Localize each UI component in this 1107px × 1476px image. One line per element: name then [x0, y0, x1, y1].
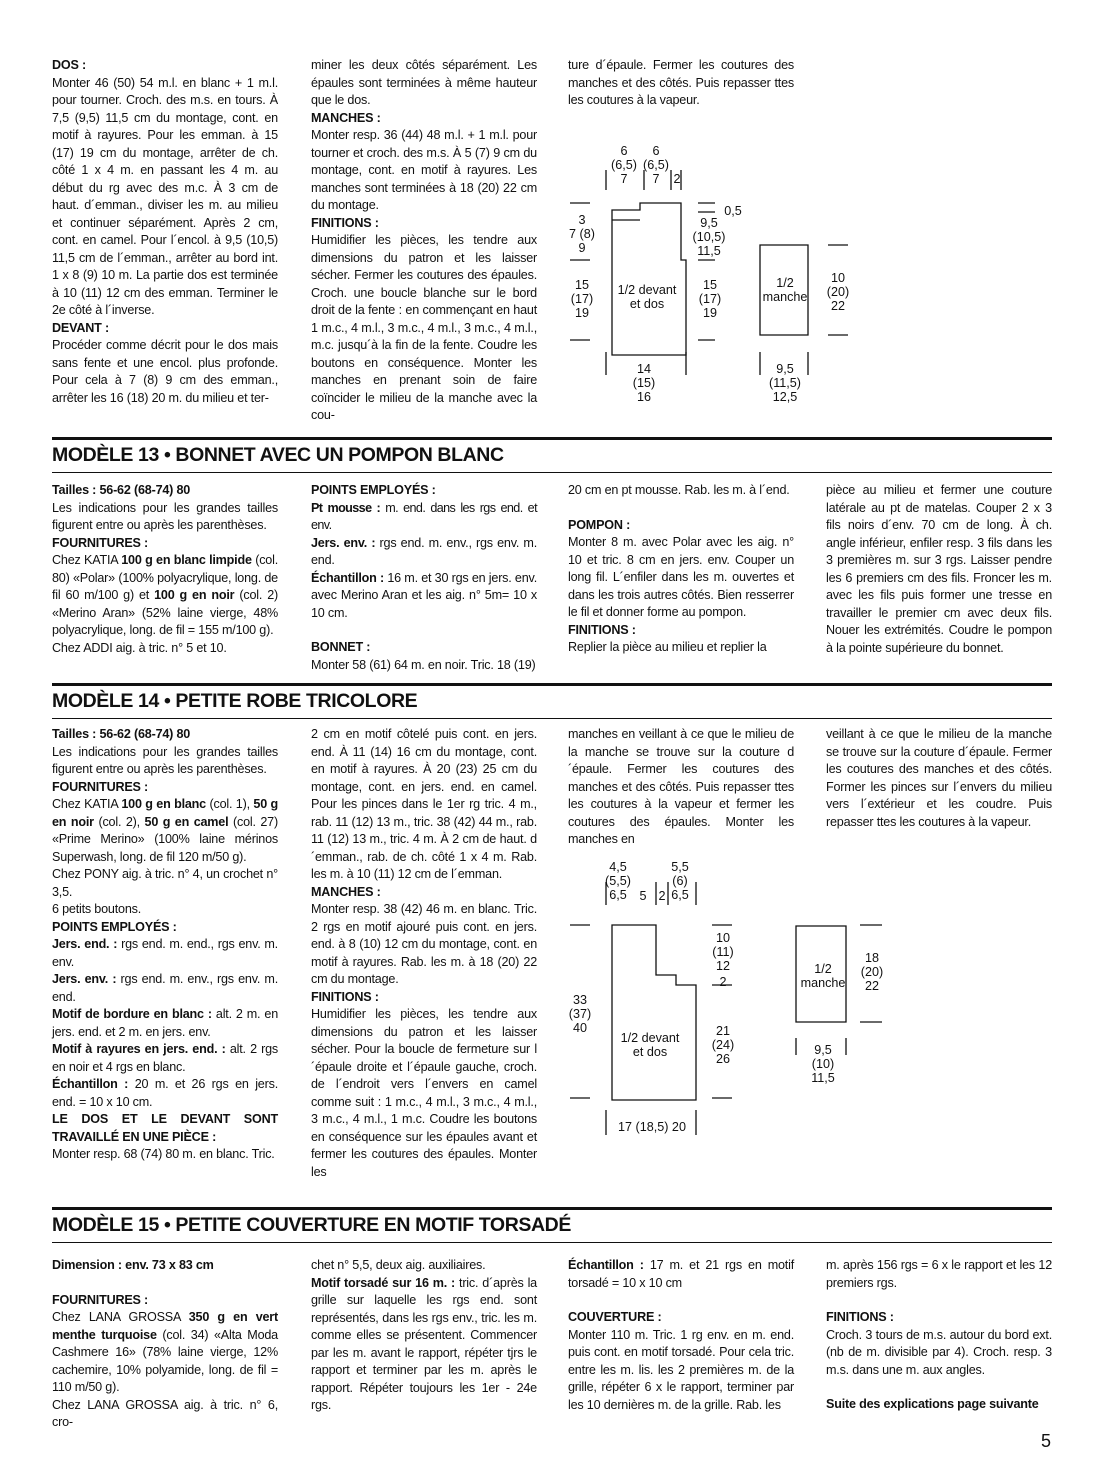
m14-column-4: [826, 726, 1052, 831]
dim-top-right: 6 (6,5) 7: [643, 144, 669, 186]
paragraph: veillant à ce que le milieu de la manche se trouve sur la couture d´épaule. Fermer les coutures des manches et des côtés. Former les pinces sur l´envers du milieu vers l´extérieur et les coudre. Puis repasser ttes les coutures à la vapeur.: [826, 727, 1052, 829]
section-heading: MANCHES :: [311, 110, 381, 125]
paragraph: m. après 156 rgs = 6 x le rapport et les 12 premiers rgs.: [826, 1258, 1052, 1290]
paragraph: Humidifier les pièces, les tendre aux dimensions du patron et les laisser sécher. Fermer les coutures des épaules. Croch. une boucle blanche sur le bord droit de la fente : en commençant en haut 1 m.c., 4 m.l., 3 m.c., 4 m.l., 3 m.c., 4 m.l., m.c. jusqu´à la fin de la fente. Coudre les boutons en conséquence. Monter les manches en prenant soin de faire coïncider le milieu de la manche avec la cou-: [311, 233, 537, 422]
section-underline: [52, 718, 1052, 719]
paragraph: Croch. 3 tours de m.s. autour du bord ext. (nb de m. divisible par 4). Croch. resp. 3 m.s. dans une m. aux angles.: [826, 1327, 1052, 1377]
continued-note: Suite des explications page suivante: [826, 1397, 1039, 1411]
section-heading: FINITIONS :: [311, 215, 379, 230]
dim-right-2: 2: [719, 975, 727, 989]
paragraph: ture d´épaule. Fermer les coutures des manches et des côtés. Puis repasser ttes les coutures à la vapeur.: [568, 58, 794, 107]
dim-right-0-5: 0,5: [724, 204, 742, 218]
dim-right-armhole: 9,5 (10,5) 11,5: [692, 216, 726, 258]
m13-column-3: [568, 482, 794, 657]
dim-top-small: 2: [673, 172, 681, 186]
section-heading: FINITIONS :: [568, 622, 636, 637]
paragraph: Les indications pour les grandes tailles figurent entre ou après les parenthèses.: [52, 744, 278, 776]
dim-left-body: 15 (17) 19: [570, 278, 594, 320]
paragraph: 20 cm en pt mousse. Rab. les m. à l´end.: [568, 483, 790, 497]
paragraph: Monter 58 (61) 64 m. en noir. Tric. 18 (19): [311, 657, 536, 672]
top-column-3: [568, 57, 794, 110]
section-heading: LE DOS ET LE DEVANT SONT TRAVAILLÉ EN UNE PIÈCE :: [52, 1112, 278, 1144]
section-heading: COUVERTURE :: [568, 1310, 662, 1324]
section-heading: DOS :: [52, 58, 86, 72]
section-heading: DEVANT :: [52, 320, 109, 335]
sizes-label: Tailles : 56-62 (68-74) 80: [52, 727, 191, 741]
m13-column-1: [52, 482, 278, 657]
dim-bottom: 14 (15) 16: [632, 362, 656, 404]
top-column-2: [311, 57, 537, 425]
dim-sleeve-width: 9,5 (10) 11,5: [811, 1043, 835, 1085]
body-label: 1/2 devant et dos: [620, 1031, 680, 1059]
dim-sleeve-height: 18 (20) 22: [860, 951, 884, 993]
paragraph: Échantillon : 16 m. et 30 rgs en jers. env. avec Merino Aran et les aig. n° 5m= 10 x 10 cm.: [311, 570, 537, 620]
paragraph: Échantillon : 20 m. et 26 rgs en jers. end. = 10 x 10 cm.: [52, 1077, 279, 1109]
section-heading: POINTS EMPLOYÉS :: [52, 919, 177, 934]
paragraph: Procéder comme décrit pour le dos mais sans fente et une encol. plus profonde. Pour cela à 7 (8) 9 cm des emman., arrêter les 16 (18) 20 m. du milieu et ter-: [52, 338, 278, 405]
paragraph: Échantillon : 17 m. et 21 rgs en motif torsadé = 10 x 10 cm: [568, 1258, 794, 1290]
sleeve-label: 1/2 manche: [762, 276, 808, 304]
paragraph: Humidifier les pièces, les tendre aux dimensions du patron et les laisser sécher. Pour la boucle de fermeture sur l´épaule droite et l´épaule gauche, croch. de l´endroit vers l´envers en camel comme suit : 1 m.c., 4 m.l., 3 m.c., 4 m.l., 3 m.c., 4 m.l., 1 m.c. Coudre les boutons en conséquence sur les épaules avant et fermer les coutures des épaules. Monter les: [311, 1007, 537, 1179]
section-heading: MANCHES :: [311, 884, 381, 899]
section-heading: POINTS EMPLOYÉS :: [311, 483, 436, 497]
dim-bottom: 17 (18,5) 20: [618, 1120, 686, 1134]
paragraph: Motif à rayures en jers. end. : alt. 2 rgs en noir et 4 rgs en blanc.: [52, 1042, 278, 1074]
section-heading: FOURNITURES :: [52, 1292, 149, 1307]
section-heading: FOURNITURES :: [52, 779, 149, 794]
paragraph: Chez LANA GROSSA 350 g en vert menthe turquoise (col. 34) «Alta Moda Cashmere 16» (78% laine vierge, 12% cachemire, 10% polyamide, long. de fil = 110 m/50 g).: [52, 1310, 278, 1394]
paragraph: Chez KATIA 100 g en blanc (col. 1), 50 g en noir (col. 2), 50 g en camel (col. 27) «Prime Merino» (100% laine mérinos Superwash, long. de fil 120 m/50 g).: [52, 797, 278, 864]
section-heading: POMPON :: [568, 517, 631, 532]
paragraph: manches en veillant à ce que le milieu de la manche se trouve sur la couture d´épaule. Fermer les coutures des manches et des côtés. Puis repasser ttes les coutures à la vapeur et fermer les coutures des épaules. Monter les manches en: [568, 727, 794, 846]
m14-column-3: [568, 726, 794, 849]
paragraph: pièce au milieu et fermer une couture latérale au pt de matelas. Couper 2 x 3 fils noirs d´env. 70 cm de long. À ch. angle inférieur, enfiler resp. 3 fils dans les 3 premières m. sur 3 rgs. Laisser pendre les 6 premiers cm des fils. Froncer les m. avec les fils puis former une tresse en travailler le premier cm avec deux fils. Nouer les extrémités. Coudre le pompon à la pointe supérieure du bonnet.: [826, 483, 1052, 655]
paragraph: Motif torsadé sur 16 m. : tric. d´après la grille sur laquelle les rgs end. sont représentés, dans les rgs env., tric. les m. comme elles se présentent. Commencer par les m. avant le rapport, répéter tjrs le rapport et terminer par les m. après le rapport. Répéter toujours les 1er - 24e rgs.: [311, 1275, 537, 1412]
dimension-label: Dimension : env. 73 x 83 cm: [52, 1258, 214, 1272]
m13-column-2: [311, 482, 537, 674]
m15-column-2: [311, 1257, 537, 1415]
m15-column-4: [826, 1257, 1052, 1414]
dim-right-armhole: 10 (11) 12: [712, 931, 734, 973]
sizes-label: Tailles : 56-62 (68-74) 80: [52, 483, 191, 497]
section-divider: [52, 683, 1052, 686]
section-heading: FINITIONS :: [826, 1310, 894, 1324]
section-title: MODÈLE 13 • BONNET AVEC UN POMPON BLANC: [52, 444, 504, 466]
sleeve-label: 1/2 manche: [800, 962, 846, 990]
paragraph: Monter 46 (50) 54 m.l. en blanc + 1 m.l. pour tourner. Croch. des m.s. en tours. À 7,5 (9,5) 11,5 cm du montage, cont. en motif à rayures. Pour les emman. à 15 (17) 19 cm du montage, arrêter de ch. côté 1 x 4 m. en passant les 4 m. au début du rg avec des m.c. À 3 cm de haut. d´emman., diviser les m. au milieu et continuer séparément. Après 2 cm, cont. en camel. Pour l´encol. à 9,5 (10,5) 11,5 cm de l´emman., arrêter au bord int. 1 x 8 (9) 10 m. La partie dos est terminée à 10 (11) 12 cm des emman. Terminer le 2e côté à l´inverse.: [52, 75, 278, 317]
section-underline: [52, 1242, 1052, 1243]
dim-sleeve-height: 10 (20) 22: [826, 271, 850, 313]
section-heading: FINITIONS :: [311, 989, 379, 1004]
paragraph: Replier la pièce au milieu et replier la: [568, 640, 767, 654]
paragraph: Monter resp. 68 (74) 80 m. en blanc. Tric.: [52, 1147, 275, 1161]
section-heading: FOURNITURES :: [52, 535, 149, 550]
m15-column-1: [52, 1257, 278, 1432]
paragraph: 2 cm en motif côtelé puis cont. en jers. end. À 11 (14) 16 cm du montage, cont. en motif à rayures. À 20 (23) 25 cm du montage, cont. en jers. end. en camel. Pour les pinces dans le 1er rg tric. 4 m., rab. 11 (12) 13 m., tric. 38 (42) 44 m., rab. 11 (12) 13 m., tric. 4 m. À 2 cm de haut. d´emman., rab. de ch. côté 1 x 4 m. Rab. les m. à 10 (11) 12 cm de l´emman.: [311, 727, 537, 881]
paragraph: Chez KATIA 100 g en blanc limpide (col. 80) «Polar» (100% polyacrylique, long. de fil 60 m/100 g) et 100 g en noir (col. 2) «Merino Aran» (52% laine vierge, 48% polyacrylique, long. de fil = 155 m/100 g).: [52, 553, 278, 637]
dim-sleeve-width: 9,5 (11,5) 12,5: [769, 362, 801, 404]
m13-column-4: [826, 482, 1052, 657]
body-outline: [612, 203, 686, 355]
m14-column-1: [52, 726, 278, 1164]
paragraph: Les indications pour les grandes tailles figurent entre ou après les parenthèses.: [52, 500, 278, 532]
m15-column-3: [568, 1257, 794, 1414]
dim-top-small: 2: [658, 889, 666, 903]
dim-top-left: 4,5 (5,5) 6,5: [605, 860, 631, 902]
section-heading: BONNET :: [311, 640, 371, 654]
schematic-diagram-m14: [560, 860, 900, 1140]
paragraph: Pt mousse : m. end. dans les rgs end. et env.: [311, 500, 537, 532]
paragraph: Jers. end. : rgs end. m. end., rgs env. m. env.: [52, 937, 278, 969]
body-label: 1/2 devant et dos: [617, 283, 677, 311]
paragraph: Chez PONY aig. à tric. n° 4, un crochet n° 3,5.: [52, 867, 278, 899]
paragraph: Monter 110 m. Tric. 1 rg env. en m. end. puis cont. en motif torsadé. Pour cela tric. entre les m. lis. les 2 premières m. de la grille, répéter 6 x le rapport, terminer par les 10 dernières m. de la grille. Rab. les: [568, 1327, 794, 1412]
m14-column-2: [311, 726, 537, 1181]
paragraph: miner les deux côtés séparément. Les épaules sont terminées à même hauteur que le dos.: [311, 58, 537, 107]
paragraph: Monter resp. 38 (42) 46 m. en blanc. Tric. 2 rgs en motif ajouré puis cont. en jers. end. à 8 (10) 12 cm du montage, cont. en motif à rayures. Rab. les m. à 18 (20) 22 cm du montage.: [311, 902, 537, 986]
dim-top-mid: 5: [639, 889, 647, 903]
paragraph: 6 petits boutons.: [52, 902, 142, 916]
dim-left-neck: 3 7 (8) 9: [569, 213, 595, 255]
dim-left-height: 33 (37) 40: [568, 993, 592, 1035]
section-divider: [52, 1207, 1052, 1210]
paragraph: Monter resp. 36 (44) 48 m.l. + 1 m.l. pour tourner et croch. des m.s. À 5 (7) 9 cm du montage, cont. en motif à rayures. Les manches sont terminées à 18 (20) 22 cm du montage.: [311, 128, 537, 212]
paragraph: chet n° 5,5, deux aig. auxiliaires.: [311, 1258, 486, 1272]
dim-right-side: 15 (17) 19: [698, 278, 722, 320]
body-outline: [612, 925, 696, 1100]
paragraph: Motif de bordure en blanc : alt. 2 m. en jers. end. et 2 m. en jers. env.: [52, 1007, 278, 1039]
dim-top-right: 5,5 (6) 6,5: [671, 860, 689, 902]
dim-right-side: 21 (24) 26: [711, 1024, 735, 1066]
paragraph: Monter 8 m. avec Polar avec les aig. n° 10 et tric. 8 cm en jers. env. Couper un long fil. L´enfiler dans les m. ouvertes et dans les trois autres côtés. Bien resserrer le fil et donner forme au pompon.: [568, 535, 794, 619]
section-divider: [52, 437, 1052, 440]
dim-top-left: 6 (6,5) 7: [611, 144, 637, 186]
paragraph: Chez LANA GROSSA aig. à tric. n° 6, cro-: [52, 1397, 278, 1429]
paragraph: Chez ADDI aig. à tric. n° 5 et 10.: [52, 640, 227, 655]
paragraph: Jers. env. : rgs end. m. env., rgs env. m. end.: [52, 972, 278, 1004]
section-title: MODÈLE 15 • PETITE COUVERTURE EN MOTIF TORSADÉ: [52, 1214, 571, 1236]
page-number: 5: [1040, 1431, 1051, 1451]
paragraph: Jers. env. : rgs end. m. env., rgs env. m. end.: [311, 535, 537, 567]
section-underline: [52, 472, 1052, 473]
top-column-1: [52, 57, 278, 407]
section-title: MODÈLE 14 • PETITE ROBE TRICOLORE: [52, 690, 418, 712]
